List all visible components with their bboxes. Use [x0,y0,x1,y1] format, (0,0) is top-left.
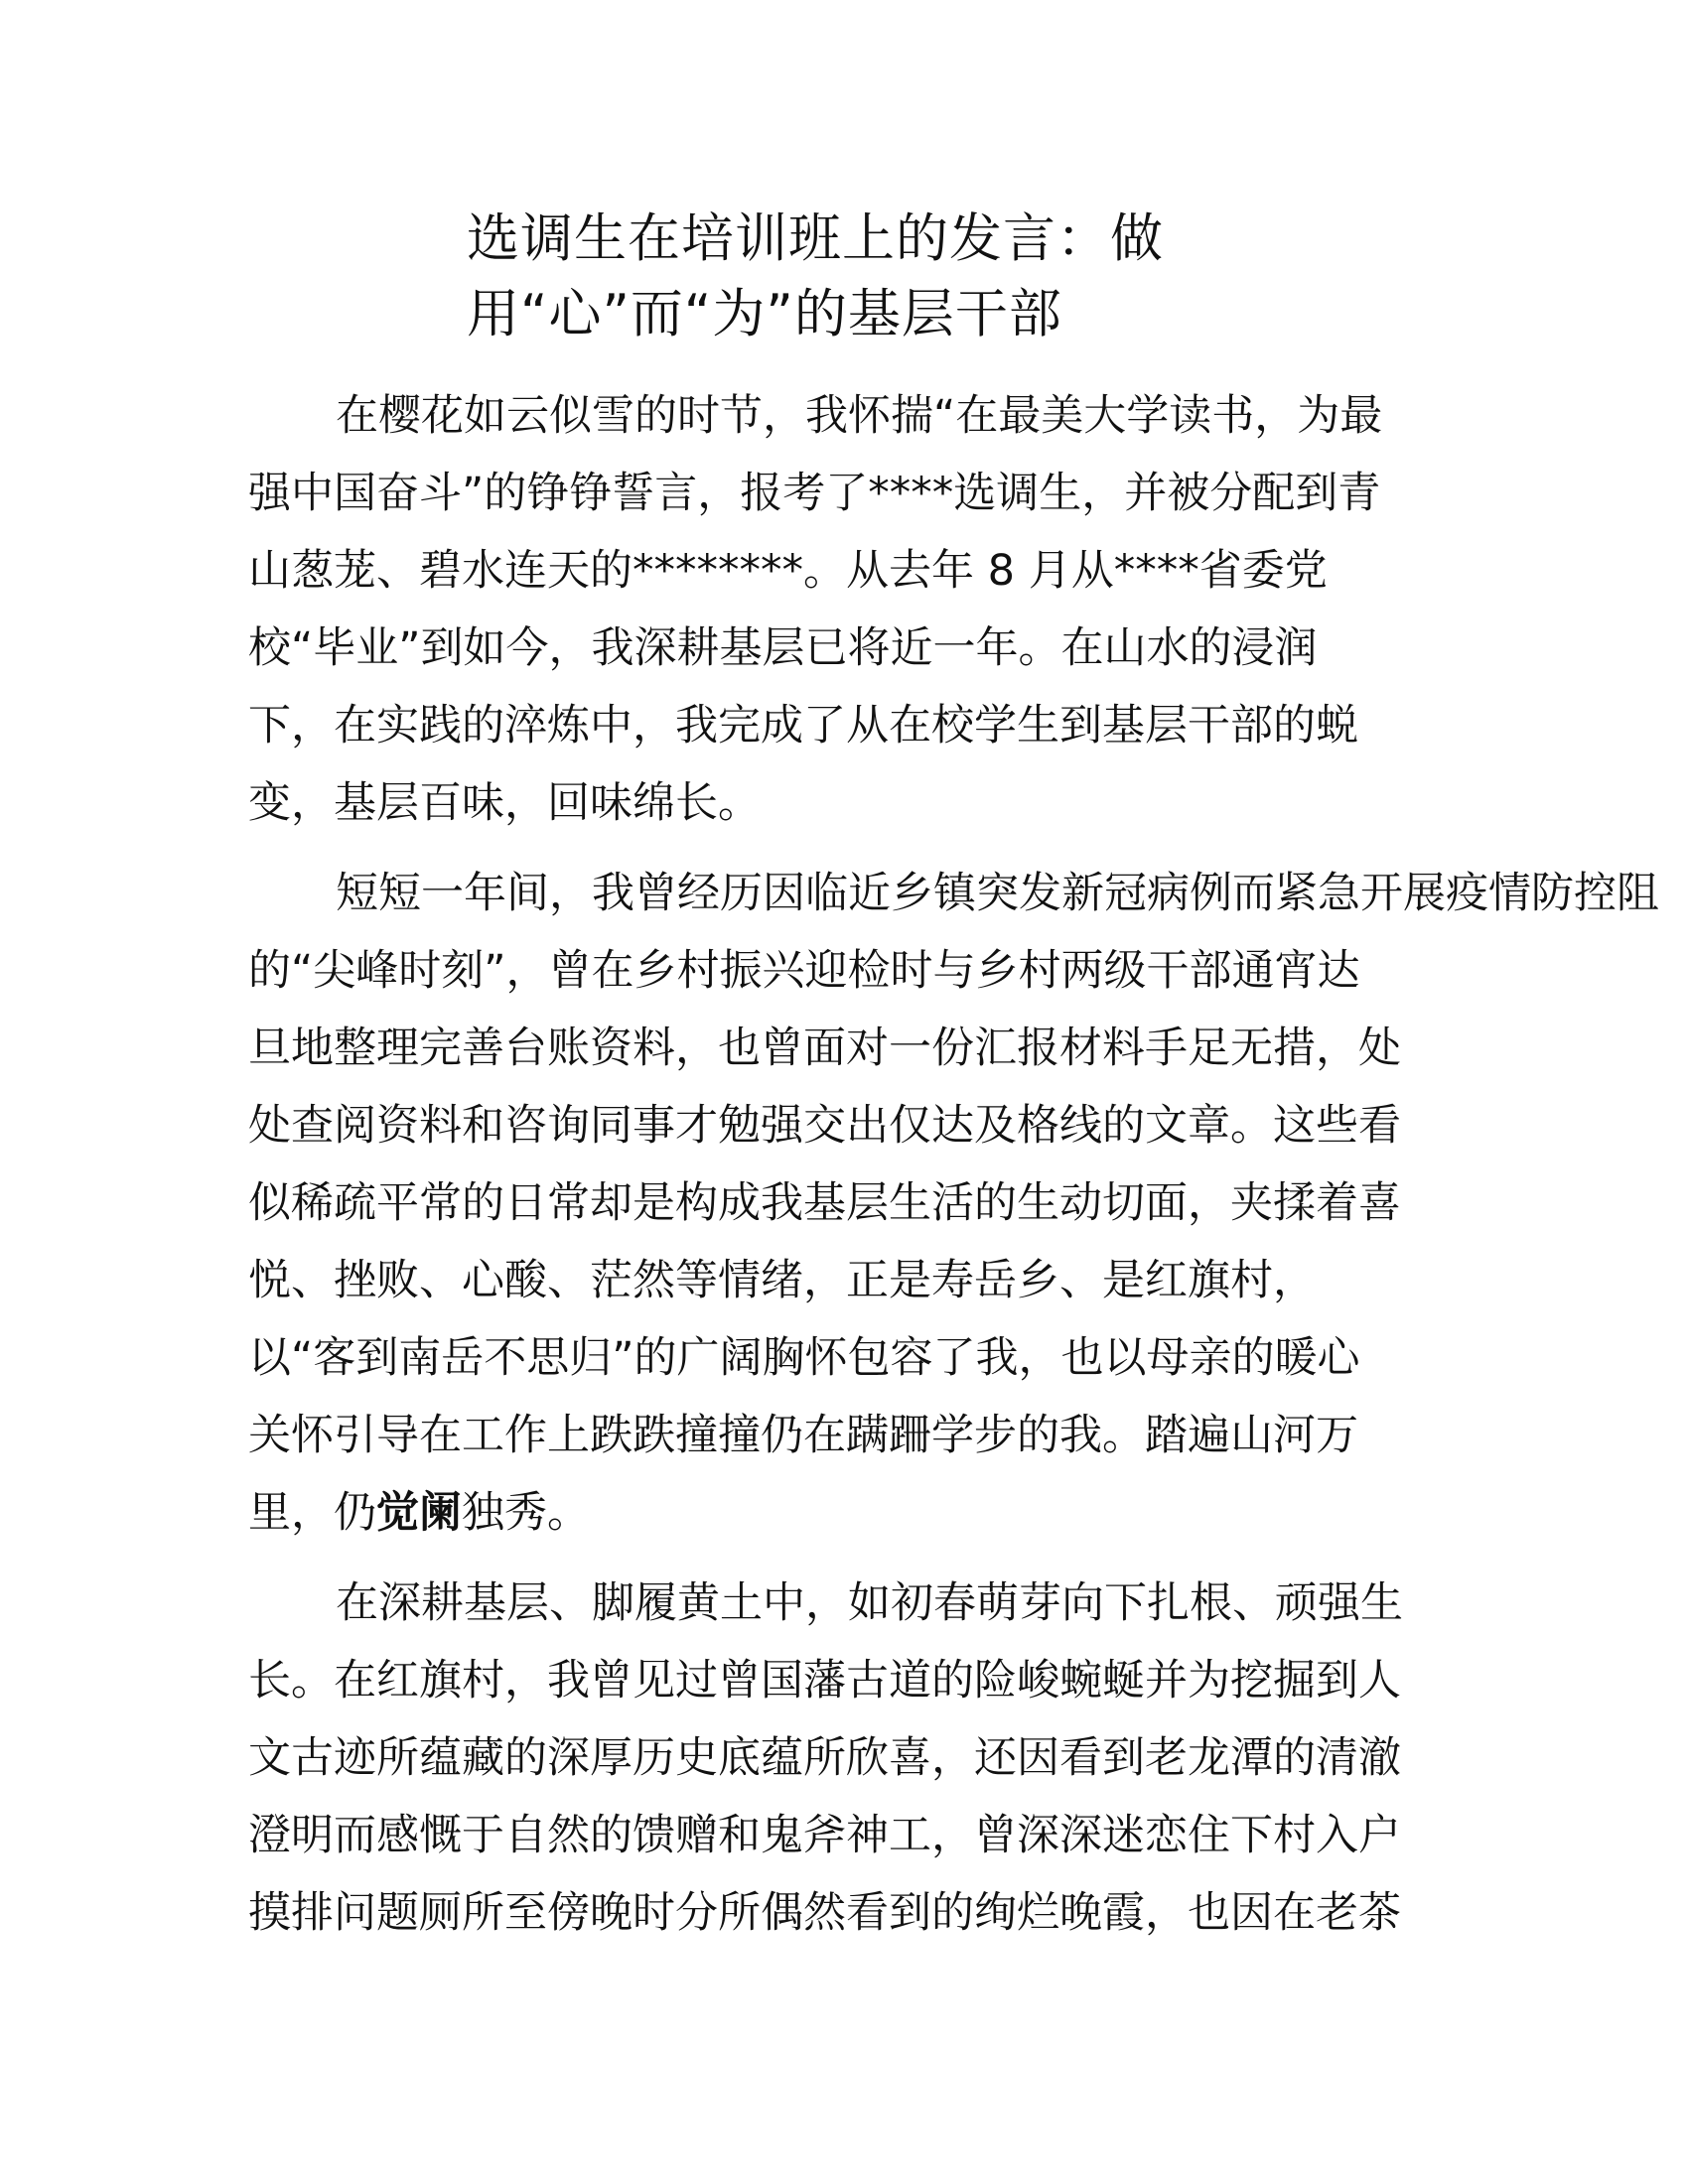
text-line: 在深耕基层、脚履黄土中，如初春萌芽向下扎根、顽强生 [336,1578,1403,1628]
text-line: 校“毕业”到如今，我深耕基层已将近一年。在山水的浸润 [248,623,1318,673]
text-line: 处查阅资料和咨询同事才勉强交出仅达及格线的文章。这些看 [248,1101,1401,1151]
paragraph-3 [248,1565,1440,1952]
text-line: 长。在红旗村，我曾见过曾国藩古道的险峻蜿蜒并为挖掘到人 [248,1656,1401,1706]
title-line: 选调生在培训班上的发言：做 [467,208,1164,269]
text-line: 下，在实践的淬炼中，我完成了从在校学生到基层干部的蜕 [248,701,1358,751]
text-line: 在樱花如云似雪的时节，我怀揣“在最美大学读书，为最 [336,391,1383,441]
text-line: 似稀疏平常的日常却是构成我基层生活的生动切面，夹揉着喜 [248,1178,1401,1228]
text-line: 摸排问题厕所至傍晚时分所偶然看到的绚烂晚霞，也因在老茶 [248,1888,1401,1938]
text-line: 强中国奋斗”的铮铮誓言，报考了****选调生，并被分配到青 [248,469,1381,518]
paragraph-2 [248,855,1659,1552]
text-line: 变，基层百味，回味绵长。 [248,778,761,828]
text-line [248,1474,1440,1552]
text-fragment: 独秀。 [462,1488,590,1538]
document-title [467,202,1261,352]
text-line: 旦地整理完善台账资料，也曾面对一份汇报材料手足无措，处 [248,1024,1401,1073]
text-line: 悦、挫败、心酸、茫然等情绪，正是寿岳乡、是红旗村， [248,1256,1316,1305]
text-line: 以“客到南岳不思归”的广阔胸怀包容了我，也以母亲的暖心 [248,1333,1360,1383]
text-line: 文古迹所蕴藏的深厚历史底蕴所欣喜，还因看到老龙潭的清澈 [248,1733,1401,1783]
bold-text-fragment: 觉阑 [376,1488,462,1538]
title-line: 用“心”而“为”的基层干部 [467,284,1062,344]
text-line: 的“尖峰时刻”，曾在乡村振兴迎检时与乡村两级干部通宵达 [248,946,1360,996]
document-body [248,377,1659,1965]
text-line: 关怀引导在工作上跌跌撞撞仍在蹒跚学步的我。踏遍山河万 [248,1411,1358,1460]
text-line: 山葱茏、碧水连天的********。从去年 8 月从****省委党 [248,546,1328,596]
text-line: 短短一年间，我曾经历因临近乡镇突发新冠病例而紧急开展疫情防控阻 [336,869,1659,918]
text-line: 澄明而感慨于自然的馈赠和鬼斧神工，曾深深迷恋住下村入户 [248,1811,1401,1860]
text-fragment: 里，仍 [248,1488,376,1538]
paragraph-1 [248,377,1440,842]
